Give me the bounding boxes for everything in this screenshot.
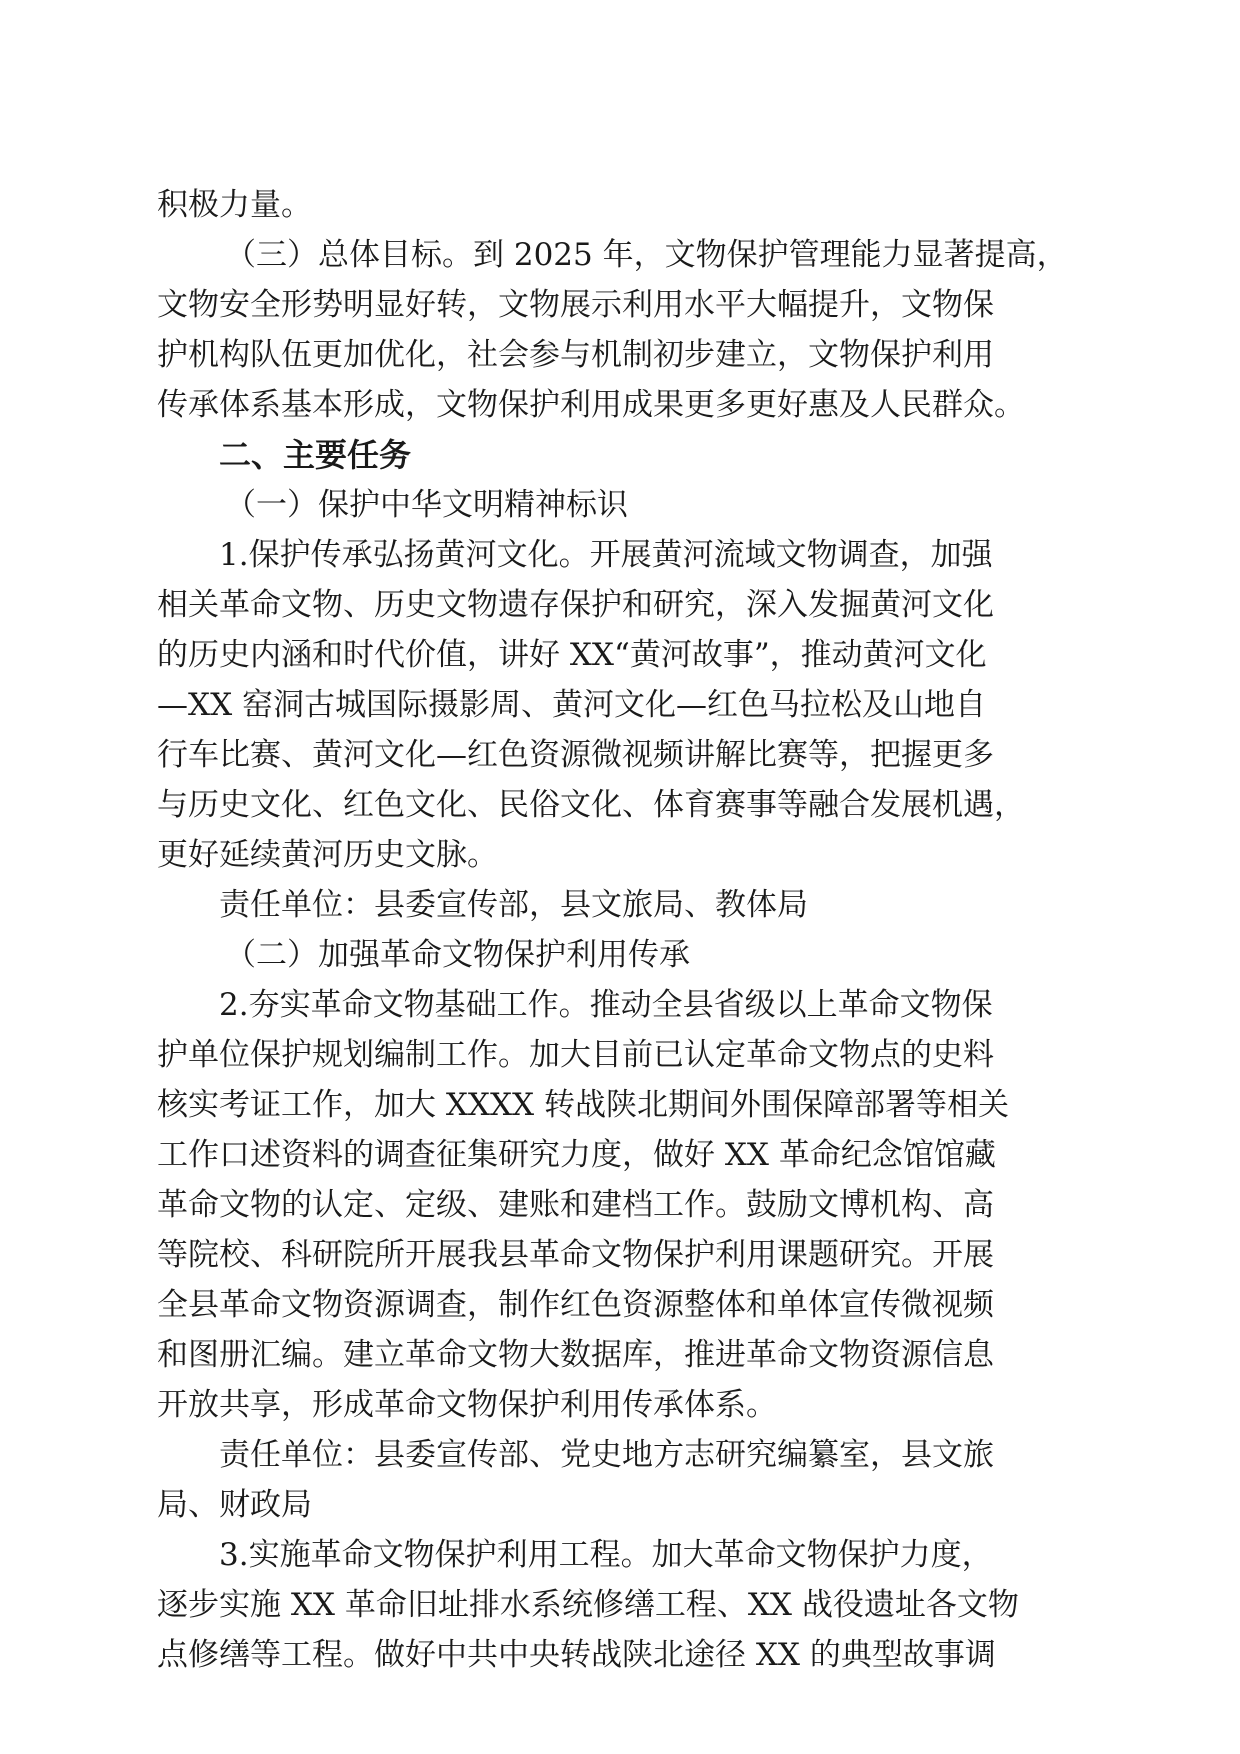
text-line: 局、财政局 bbox=[157, 1487, 312, 1523]
text-line: 积极力量。 bbox=[157, 187, 312, 223]
text-line: 和图册汇编。建立革命文物大数据库，推进革命文物资源信息 bbox=[157, 1337, 994, 1373]
section-heading-3: （三）总体目标。到 2025 年，文物保护管理能力显著提高， bbox=[225, 237, 1068, 273]
text-line: 更好延续黄河历史文脉。 bbox=[157, 837, 498, 873]
text-line: 核实考证工作，加大 XXXX 转战陕北期间外围保障部署等相关 bbox=[157, 1087, 1009, 1123]
text-line: 逐步实施 XX 革命旧址排水系统修缮工程、XX 战役遗址各文物 bbox=[157, 1587, 1019, 1623]
text-line: —XX 窑洞古城国际摄影周、黄河文化—红色马拉松及山地自 bbox=[157, 687, 986, 723]
text-line: 与历史文化、红色文化、民俗文化、体育赛事等融合发展机遇， bbox=[157, 787, 1025, 823]
text-line: 等院校、科研院所开展我县革命文物保护利用课题研究。开展 bbox=[157, 1237, 994, 1273]
text-line: 行车比赛、黄河文化—红色资源微视频讲解比赛等，把握更多 bbox=[157, 737, 994, 773]
text-line: 开放共享，形成革命文物保护利用传承体系。 bbox=[157, 1387, 777, 1423]
responsible-unit-1: 责任单位：县委宣传部，县文旅局、教体局 bbox=[219, 887, 808, 923]
text-line: 全县革命文物资源调查，制作红色资源整体和单体宣传微视频 bbox=[157, 1287, 994, 1323]
task-3-title: 3.实施革命文物保护利用工程。加大革命文物保护力度， bbox=[219, 1537, 993, 1573]
text-line: 工作口述资料的调查征集研究力度，做好 XX 革命纪念馆馆藏 bbox=[157, 1137, 996, 1173]
text-line: 点修缮等工程。做好中共中央转战陕北途径 XX 的典型故事调 bbox=[157, 1637, 996, 1673]
main-heading: 二、主要任务 bbox=[219, 436, 412, 474]
text-line: 文物安全形势明显好转，文物展示利用水平大幅提升，文物保 bbox=[157, 287, 994, 323]
text-line: 护单位保护规划编制工作。加大目前已认定革命文物点的史料 bbox=[157, 1037, 994, 1073]
task-1-title: 1.保护传承弘扬黄河文化。开展黄河流域文物调查，加强 bbox=[219, 537, 993, 573]
responsible-unit-2: 责任单位：县委宣传部、党史地方志研究编纂室，县文旅 bbox=[219, 1437, 994, 1473]
sub-heading-2: （二）加强革命文物保护利用传承 bbox=[225, 937, 690, 973]
text-line: 护机构队伍更加优化，社会参与机制初步建立，文物保护利用 bbox=[157, 337, 994, 373]
task-2-title: 2.夯实革命文物基础工作。推动全县省级以上革命文物保 bbox=[219, 987, 993, 1023]
text-line: 相关革命文物、历史文物遗存保护和研究，深入发掘黄河文化 bbox=[157, 587, 994, 623]
text-line: 传承体系基本形成，文物保护利用成果更多更好惠及人民群众。 bbox=[157, 387, 1025, 423]
sub-heading-1: （一）保护中华文明精神标识 bbox=[225, 487, 628, 523]
document-body bbox=[157, 180, 1085, 1680]
text-line: 革命文物的认定、定级、建账和建档工作。鼓励文博机构、高 bbox=[157, 1187, 994, 1223]
text-line: 的历史内涵和时代价值，讲好 XX“黄河故事”，推动黄河文化 bbox=[157, 637, 987, 673]
